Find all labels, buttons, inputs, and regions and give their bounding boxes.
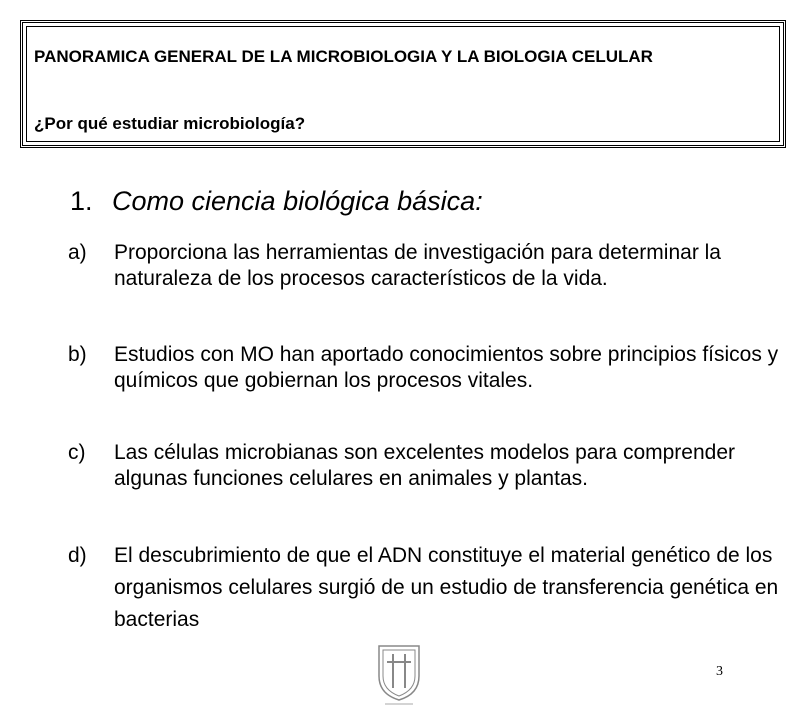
section-heading <box>70 186 483 217</box>
list-item-c <box>68 440 788 492</box>
list-item-text: Las células microbianas son excelentes modelos para comprender algunas funciones celulares en animales y plantas. <box>114 441 735 490</box>
slide-subtitle: ¿Por qué estudiar microbiología? <box>34 114 306 133</box>
list-item-label: c) <box>68 441 86 464</box>
page-number: 3 <box>716 664 723 679</box>
university-crest-icon <box>373 642 425 708</box>
list-item-a <box>68 240 788 292</box>
list-item-text: Proporciona las herramientas de investigación para determinar la naturaleza de los procesos característicos de la vida. <box>114 241 721 290</box>
list-item-text: Estudios con MO han aportado conocimientos sobre principios físicos y químicos que gobiernan los procesos vitales. <box>114 343 779 392</box>
list-item-b <box>68 342 788 394</box>
list-item-text: El descubrimiento de que el ADN constituye el material genético de los organismos celulares surgió de un estudio de transferencia genética en bacterias <box>114 544 779 631</box>
list-item-label: d) <box>68 544 87 567</box>
section-number: 1. <box>70 186 93 216</box>
slide-title: PANORAMICA GENERAL DE LA MICROBIOLOGIA Y LA BIOLOGIA CELULAR <box>34 47 653 66</box>
list-item-label: b) <box>68 343 87 366</box>
list-item-d <box>68 540 788 636</box>
section-heading-text: Como ciencia biológica básica: <box>112 186 483 216</box>
list-item-label: a) <box>68 241 87 264</box>
